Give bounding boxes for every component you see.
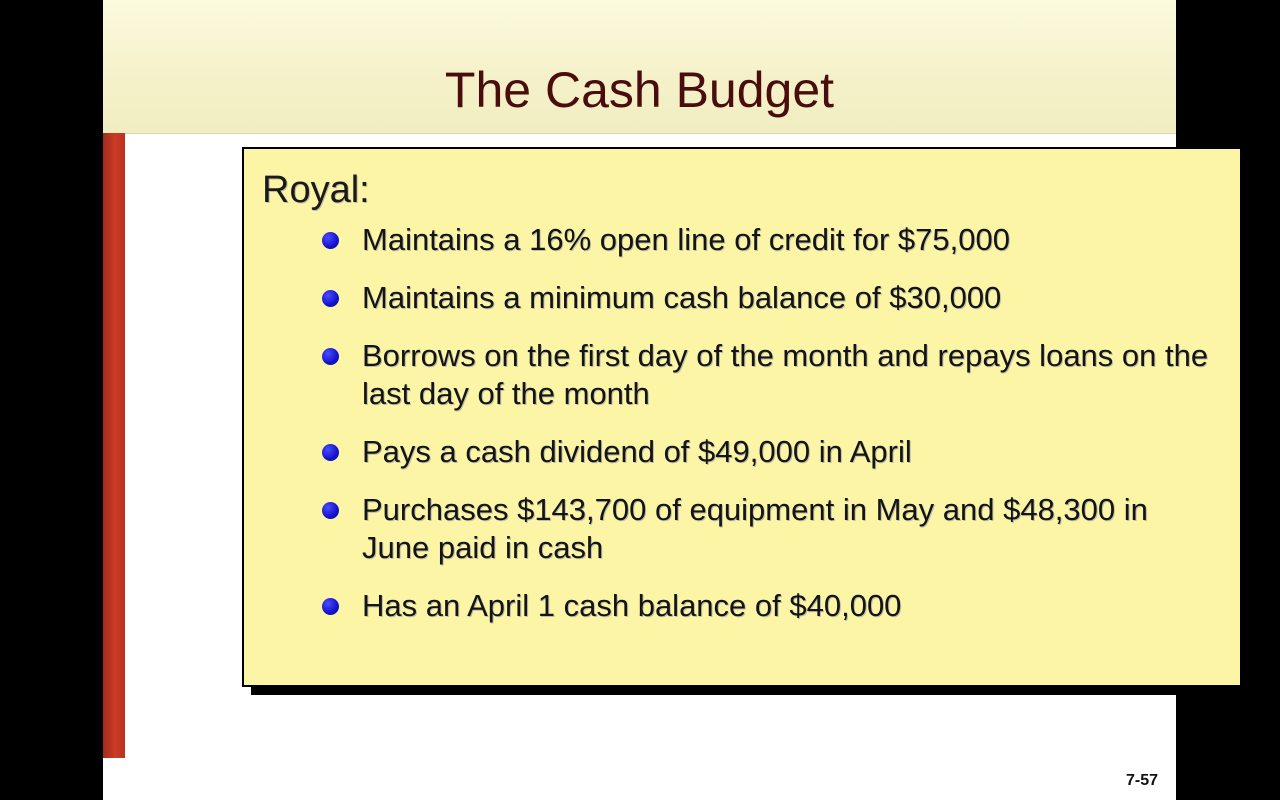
list-item-text: Maintains a minimum cash balance of $30,000 <box>362 280 1002 315</box>
list-item-text: Has an April 1 cash balance of $40,000 <box>362 588 902 623</box>
list-item-text: Borrows on the first day of the month and repays loans on the last day of the month <box>362 338 1209 411</box>
bullet-list <box>256 221 1222 625</box>
list-item <box>318 491 1222 567</box>
list-item <box>318 433 1222 471</box>
page-number: 7-57 <box>1125 772 1158 789</box>
bullet-dot-icon <box>322 598 339 615</box>
list-item-text: Purchases $143,700 of equipment in May and $48,300 in June paid in cash <box>362 492 1148 565</box>
title-band <box>103 0 1176 134</box>
letterbox-left <box>0 0 104 800</box>
page-title: The Cash Budget <box>444 62 835 118</box>
bullet-dot-icon <box>322 502 339 519</box>
content-lead-label: Royal: <box>262 169 370 211</box>
list-item <box>318 337 1222 413</box>
bullet-dot-icon <box>322 348 339 365</box>
list-item-text: Maintains a 16% open line of credit for $75,000 <box>362 222 1010 257</box>
list-item-text: Pays a cash dividend of $49,000 in April <box>362 434 912 469</box>
bullet-dot-icon <box>322 290 339 307</box>
list-item <box>318 587 1222 625</box>
slide-canvas <box>103 0 1209 800</box>
bullet-dot-icon <box>322 444 339 461</box>
accent-bar <box>103 133 125 758</box>
bullet-dot-icon <box>322 232 339 249</box>
content-box-inner <box>244 149 1240 685</box>
content-box <box>242 147 1242 687</box>
list-item <box>318 221 1222 259</box>
list-item <box>318 279 1222 317</box>
